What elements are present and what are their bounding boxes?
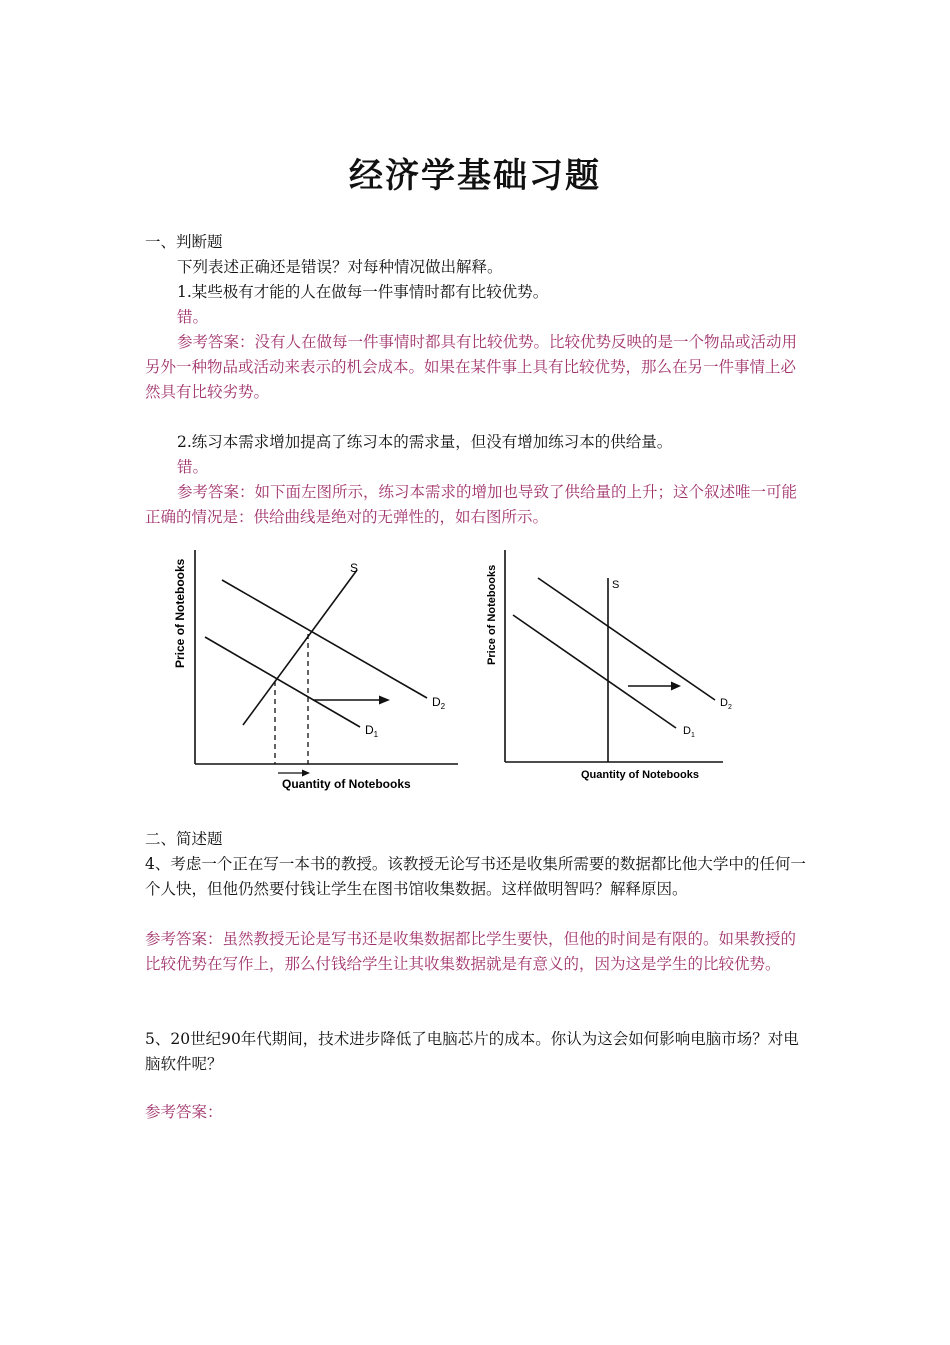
question-2-verdict: 错。 xyxy=(177,458,209,476)
right-d2-letter: D xyxy=(720,697,728,709)
left-demand-2-label xyxy=(432,695,446,711)
right-x-axis-label: Quantity of Notebooks xyxy=(581,769,699,781)
question-2: 2.练习本需求增加提高了练习本的需求量，但没有增加练习本的供给量。 xyxy=(177,433,673,451)
question-2-answer: 参考答案：如下面左图所示，练习本需求的增加也导致了供给量的上升；这个叙述唯一可能正确的情况是：供给曲线是绝对的无弹性的，如右图所示。 xyxy=(145,483,798,526)
question-4-answer: 参考答案：虽然教授无论是写书还是收集数据都比学生要快，但他的时间是有限的。如果教授的比较优势在写作上，那么付钱给学生让其收集数据就是有意义的，因为这是学生的比较优势。 xyxy=(145,930,797,973)
right-supply-demand-figure xyxy=(478,540,738,790)
section1-instruction: 下列表述正确还是错误？对每种情况做出解释。 xyxy=(177,258,503,276)
question-5: 5、20世纪90年代期间，技术进步降低了电脑芯片的成本。你认为这会如何影响电脑市场？对电脑软件呢？ xyxy=(145,1030,799,1073)
right-demand-1-label xyxy=(683,725,695,739)
left-supply-demand-figure xyxy=(160,540,470,800)
left-demand-curve-1 xyxy=(205,637,360,727)
left-d1-letter: D xyxy=(365,723,374,737)
left-d2-subscript: 2 xyxy=(440,702,446,711)
right-d2-subscript: 2 xyxy=(727,704,732,711)
right-demand-curve-1 xyxy=(513,615,676,728)
question-4: 4、考虑一个正在写一本书的教授。该教授无论写书还是收集所需要的数据都比他大学中的任何一个人快，但他仍然要付钱让学生在图书馆收集数据。这样做明智吗？解释原因。 xyxy=(145,855,806,898)
right-demand-curve-2 xyxy=(538,578,715,700)
left-d2-letter: D xyxy=(432,695,441,709)
question-1-verdict: 错。 xyxy=(177,308,209,326)
right-supply-label: S xyxy=(612,579,620,591)
question-5-answer: 参考答案： xyxy=(145,1103,223,1121)
left-shift-arrowhead xyxy=(379,696,390,705)
section1-heading: 一、判断题 xyxy=(145,233,223,251)
right-d1-letter: D xyxy=(683,725,691,737)
left-x-axis-label: Quantity of Notebooks xyxy=(282,777,411,791)
right-y-axis-label: Price of Notebooks xyxy=(486,564,498,665)
right-shift-arrowhead xyxy=(671,682,681,691)
left-demand-curve-2 xyxy=(222,580,427,698)
question-1: 1.某些极有才能的人在做每一件事情时都有比较优势。 xyxy=(177,283,549,301)
left-demand-1-label xyxy=(365,723,379,739)
left-y-axis-label: Price of Notebooks xyxy=(173,558,187,668)
right-demand-2-label xyxy=(720,697,732,711)
page-title: 经济学基础习题 xyxy=(349,156,601,196)
left-quantity-arrowhead xyxy=(302,770,310,777)
left-d1-subscript: 1 xyxy=(373,730,379,739)
section2-heading: 二、简述题 xyxy=(145,830,223,848)
question-1-answer: 参考答案：没有人在做每一件事情时都具有比较优势。比较优势反映的是一个物品或活动用另外一种物品或活动来表示的机会成本。如果在某件事上具有比较优势，那么在另一件事情上必然具有比较劣势。 xyxy=(145,333,798,401)
left-supply-label: S xyxy=(350,561,359,575)
right-d1-subscript: 1 xyxy=(690,732,695,739)
